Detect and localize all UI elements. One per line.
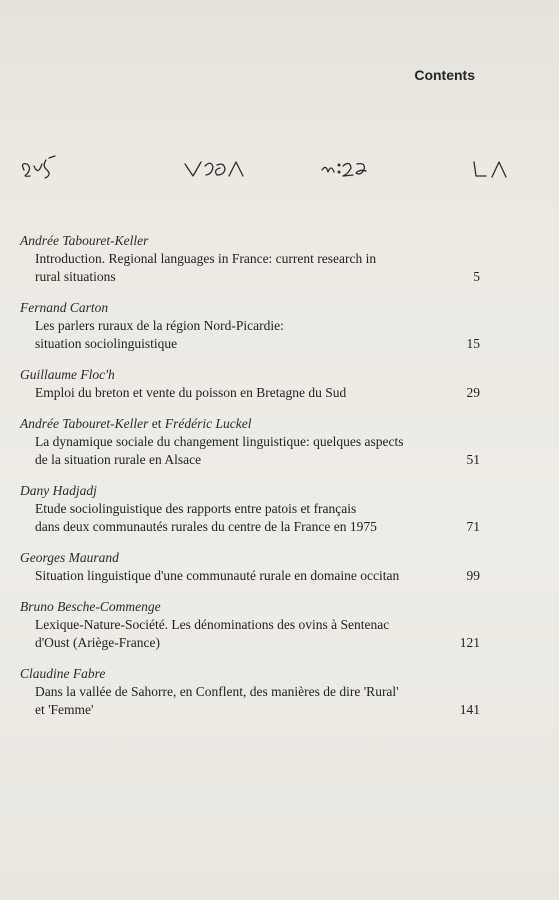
contents-list	[20, 232, 480, 732]
entry-author: Bruno Besche-Commenge	[20, 599, 161, 614]
entry-author: Georges Maurand	[20, 550, 119, 565]
contents-entry	[20, 482, 480, 536]
contents-entry	[20, 232, 480, 286]
entry-title-line: Emploi du breton et vente du poisson en Bretagne du Sud	[35, 385, 347, 400]
handwritten-annotations	[0, 150, 559, 190]
handwritten-mark-1	[23, 156, 55, 178]
entry-title-line: situation sociolinguistique	[35, 336, 178, 351]
entry-author: Fernand Carton	[20, 300, 109, 315]
entry-page-number: 121	[459, 635, 480, 650]
entry-title-line: Lexique-Nature-Société. Les dénominations des ovins à Sentenac	[35, 617, 390, 632]
handwritten-mark-2	[185, 162, 243, 176]
contents-entry	[20, 665, 480, 719]
entry-page-number: 51	[466, 452, 480, 467]
author-conjunction: et	[148, 416, 165, 431]
entry-title-line: Les parlers ruraux de la région Nord-Picardie:	[35, 318, 284, 333]
entry-title-line: Etude sociolinguistique des rapports entre patois et français	[35, 501, 357, 516]
entry-body	[20, 317, 480, 353]
contents-heading: Contents	[414, 67, 475, 84]
entry-title-line: La dynamique sociale du changement linguistique: quelques aspects	[35, 434, 404, 449]
entry-author: Guillaume Floc'h	[20, 367, 115, 382]
entry-title-line: de la situation rurale en Alsace	[35, 452, 202, 467]
entry-authors	[20, 415, 480, 433]
entry-title-line: Introduction. Regional languages in France: current research in	[35, 251, 377, 266]
entry-title-line: Dans la vallée de Sahorre, en Conflent, des manières de dire 'Rural'	[35, 684, 399, 699]
entry-page-number: 29	[466, 385, 480, 400]
entry-author: Andrée Tabouret-Keller	[20, 416, 149, 431]
entry-body	[20, 250, 480, 286]
entry-author: Dany Hadjadj	[20, 483, 97, 498]
contents-entry	[20, 415, 480, 469]
contents-entry	[20, 366, 480, 402]
entry-body	[20, 384, 480, 402]
entry-title-line: Situation linguistique d'une communauté rurale en domaine occitan	[35, 568, 400, 583]
entry-page-number: 5	[473, 269, 480, 284]
entry-body	[20, 567, 480, 585]
entry-page-number: 15	[466, 336, 480, 351]
entry-author: Andrée Tabouret-Keller	[20, 233, 149, 248]
entry-author: Claudine Fabre	[20, 666, 106, 681]
entry-page-number: 99	[466, 568, 480, 583]
contents-entry	[20, 299, 480, 353]
entry-body	[20, 683, 480, 719]
entry-title-line: et 'Femme'	[35, 702, 94, 717]
handwritten-mark-3	[322, 163, 366, 176]
contents-entry	[20, 598, 480, 652]
entry-body	[20, 616, 480, 652]
entry-body	[20, 500, 480, 536]
entry-title-line: d'Oust (Ariège-France)	[35, 635, 161, 650]
entry-page-number: 71	[466, 519, 480, 534]
entry-title-line: dans deux communautés rurales du centre de la France en 1975	[35, 519, 377, 534]
entry-page-number: 141	[459, 702, 480, 717]
entry-title-line: rural situations	[35, 269, 116, 284]
entry-body	[20, 433, 480, 469]
contents-entry	[20, 549, 480, 585]
entry-coauthor: Frédéric Luckel	[164, 416, 252, 431]
handwritten-mark-4	[474, 162, 506, 177]
